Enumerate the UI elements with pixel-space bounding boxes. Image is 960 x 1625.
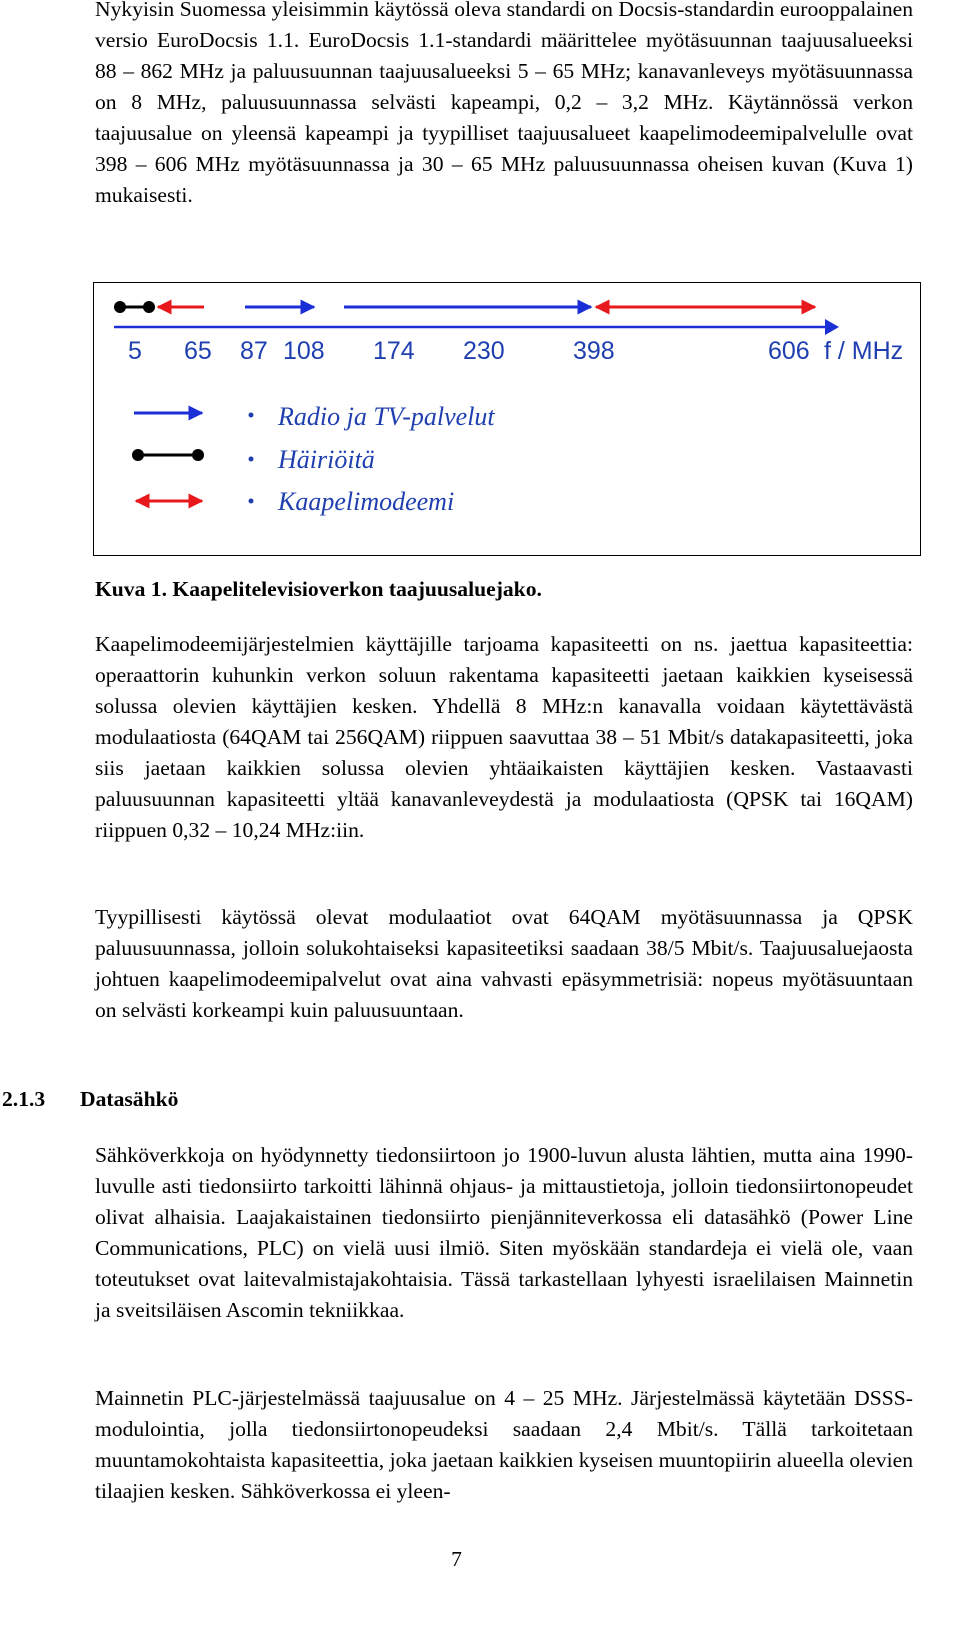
legend-interference-dot-start: [132, 449, 144, 461]
interference-dot-end: [143, 301, 155, 313]
figure-caption: Kuva 1. Kaapelitelevisioverkon taajuusaluejako.: [95, 577, 542, 601]
tick-label-87: 87: [240, 337, 268, 365]
tick-label-65: 65: [184, 337, 212, 365]
legend-label-cable-modem: Kaapelimodeemi: [278, 487, 455, 516]
intro-paragraph: Nykyisin Suomessa yleisimmin käytössä oleva standardi on Docsis-standardin eurooppalainen versio EuroDocsis 1.1. EuroDocsis 1.1-standardi määrittelee myötäsuunnan taajuusalueeksi 88 – 862 MHz ja paluusuunnan taajuusalueeksi 5 – 65 MHz; kanavanleveys myötäsuunnassa on 8 MHz, paluusuunnassa selvästi kapeampi, 0,2 – 3,2 MHz. Käytännössä verkon taajuusalue on yleensä kapeampi ja tyypilliset taajuusalueet kaapelimodeemipalvelulle ovat 398 – 606 MHz myötäsuunnassa ja 30 – 65 MHz paluusuunnassa oheisen kuvan (Kuva 1) mukaisesti.: [95, 0, 913, 207]
frequency-allocation-figure: [93, 282, 921, 556]
interference-dot-start: [114, 301, 126, 313]
frequency-axis-arrowhead: [825, 319, 839, 335]
tick-label-230: 230: [463, 337, 505, 365]
legend-interference-dot-end: [192, 449, 204, 461]
tick-label-174: 174: [373, 337, 415, 365]
plc-intro-paragraph: Sähköverkkoja on hyödynnetty tiedonsiirtoon jo 1900-luvun alusta lähtien, mutta aina 1990-luvulle asti tiedonsiirto tarkoitti lähinnä ohjaus- ja mittaustietoja, jolloin tiedonsiirtonopeudet olivat alhaisia. Laajakaistainen tiedonsiirto pienjänniteverkossa eli datasähkö (Power Line Communications, PLC) on vielä uusi ilmiö. Siten myöskään standardeja ei vielä ole, vaan toteutukset ovat laitevalmistajakohtaisia. Tässä tarkastellaan lyhyesti israelilaisen Mainnetin ja sveitsiläisen Ascomin tekniikkaa.: [95, 1143, 913, 1322]
section-title: Datasähkö: [80, 1087, 179, 1111]
modulation-paragraph: Tyypillisesti käytössä olevat modulaatiot ovat 64QAM myötäsuunnassa ja QPSK paluusuunnassa, jolloin solukohtaiseksi kapasiteetiksi saadaan 38/5 Mbit/s. Taajuusaluejaosta johtuen kaapelimodeemipalvelut ovat aina vahvasti epäsymmetrisiä: nopeus myötäsuuntaan on selvästi korkeampi kuin paluusuuntaan.: [95, 905, 913, 1022]
legend-bullet-interference: [249, 457, 254, 462]
page-number: 7: [451, 1547, 462, 1571]
legend-bullet-cable-modem: [249, 499, 254, 504]
legend-bullet-radio-tv: [249, 413, 254, 418]
axis-unit-label: f / MHz: [824, 337, 904, 365]
legend-label-interference: Häiriöitä: [278, 445, 375, 474]
frequency-diagram: [94, 283, 922, 557]
tick-label-606: 606: [768, 337, 810, 365]
tick-label-398: 398: [573, 337, 615, 365]
tick-label-5: 5: [128, 337, 142, 365]
section-number: 2.1.3: [2, 1087, 46, 1111]
tick-label-108: 108: [283, 337, 325, 365]
capacity-paragraph: Kaapelimodeemijärjestelmien käyttäjille tarjoama kapasiteetti on ns. jaettua kapasiteettia: operaattorin kuhunkin verkon soluun rakentama kapasiteetti jaetaan kaikkien kyseisessä solussa olevien käyttäjien kesken. Yhdellä 8 MHz:n kanavalla voidaan käytettävästä modulaatiosta (64QAM tai 256QAM) riippuen saavuttaa 38 – 51 Mbit/s datakapasiteetti, joka siis jaetaan kaikkien solussa olevien yhtäaikaisten käyttäjien kesken. Vastaavasti paluusuunnan kapasiteetti yltää kanavanleveydestä ja modulaatiosta (QPSK tai 16QAM) riippuen 0,32 – 10,24 MHz:iin.: [95, 632, 913, 842]
legend-label-radio-tv: Radio ja TV-palvelut: [278, 402, 495, 431]
mainnet-paragraph: Mainnetin PLC-järjestelmässä taajuusalue on 4 – 25 MHz. Järjestelmässä käytetään DSSS-modulointia, jolla tiedonsiirtonopeudeksi saadaan 2,4 Mbit/s. Tällä tarkoitetaan muuntamokohtaista kapasiteettia, joka jaetaan kaikkien kyseisen muuntopiirin alueella olevien tilaajien kesken. Sähköverkossa ei yleen-: [95, 1386, 913, 1503]
